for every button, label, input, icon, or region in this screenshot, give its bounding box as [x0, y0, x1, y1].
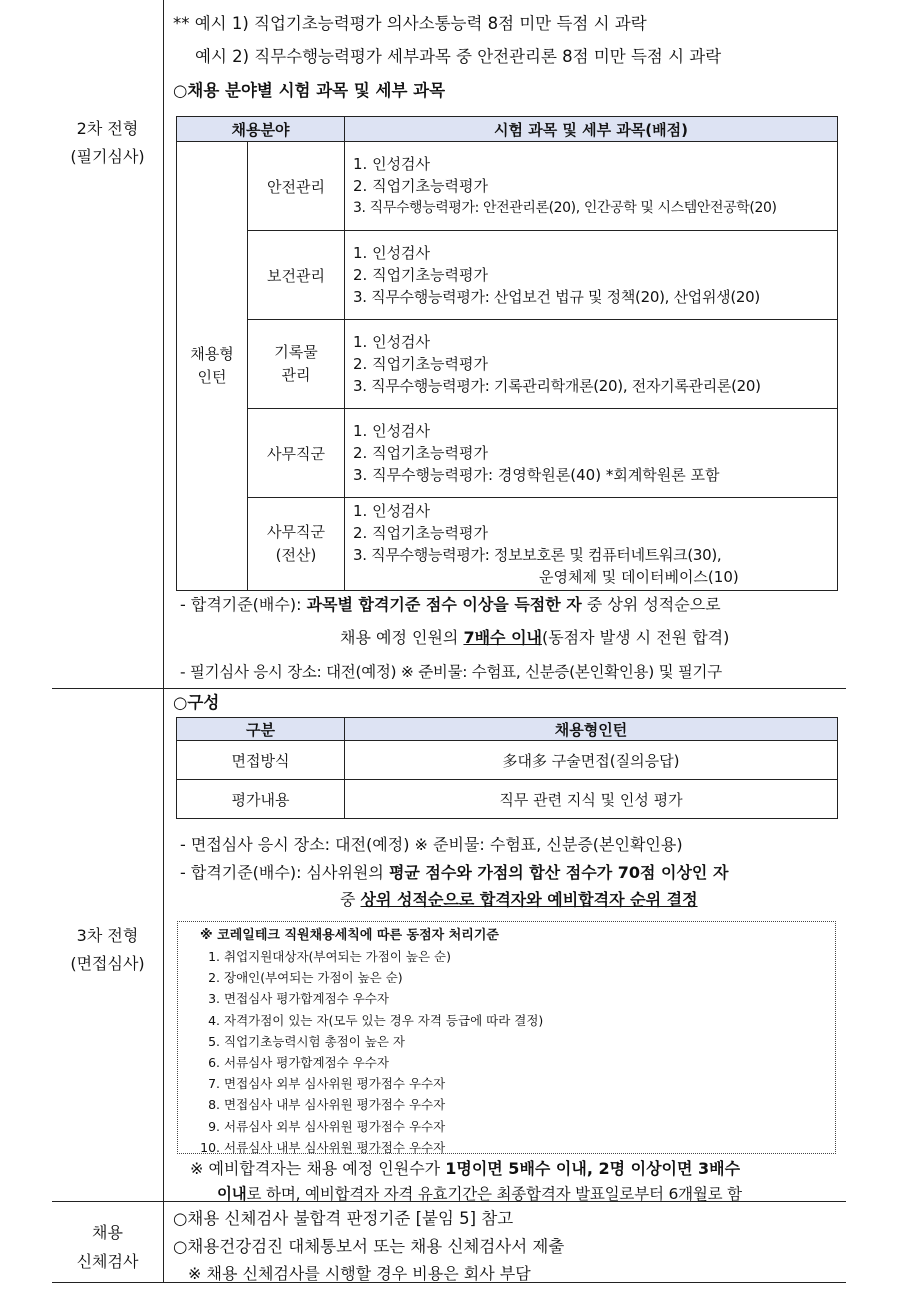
row-key: 평가내용	[177, 780, 345, 819]
list-item: 8. 면접심사 내부 심사위원 평가점수 우수자	[224, 1094, 835, 1115]
pass2-bold: 상위 성적순으로 합격자와 예비합격자 순위 결정	[360, 890, 698, 909]
stage2-pass-criteria	[180, 592, 721, 615]
row-value: 직무 관련 지식 및 인성 평가	[345, 780, 838, 819]
col-header-category: 구분	[177, 718, 345, 741]
subject-item: 2. 직업기초능력평가	[353, 177, 489, 195]
example2: 예시 2) 직무수행능력평가 세부과목 중 안전관리론 8점 미만 득점 시 과락	[195, 47, 722, 66]
pass-bold: 과목별 합격기준 점수 이상을 득점한 자	[306, 595, 582, 614]
list-item: 1. 취업지원대상자(부여되는 가점이 높은 순)	[224, 946, 835, 967]
subject-item: 2. 직업기초능력평가	[353, 444, 489, 462]
stage3-venue: - 면접심사 응시 장소: 대전(예정) ※ 준비물: 수험표, 신분증(본인확인용)	[180, 835, 683, 854]
subjects-cell	[345, 142, 838, 231]
stage2-venue: - 필기심사 응시 장소: 대전(예정) ※ 준비물: 수험표, 신분증(본인확인용) 및 필기구	[180, 663, 722, 681]
list-item: 9. 서류심사 외부 심사위원 평가점수 우수자	[224, 1116, 835, 1137]
field-name: 안전관리	[267, 177, 325, 196]
reserve-prefix: ※ 예비합격자는 채용 예정 인원수가	[190, 1159, 446, 1178]
pass-suffix: 중 상위 성적순으로	[581, 595, 721, 614]
list-item: 7. 면접심사 외부 심사위원 평가점수 우수자	[224, 1073, 835, 1094]
list-item: 10. 서류심사 내부 심사위원 평가점수 우수자	[224, 1137, 835, 1158]
stage3-label	[52, 922, 163, 978]
stage2-label-line2: (필기심사)	[70, 147, 145, 166]
subject-item: 2. 직업기초능력평가	[353, 266, 489, 284]
stage3-pass-criteria	[180, 860, 728, 883]
group-line2: 인턴	[197, 368, 227, 386]
field-name-line2: (전산)	[275, 546, 317, 564]
col-header-field: 채용분야	[177, 117, 345, 142]
pass2-prefix: 중	[340, 890, 361, 909]
list-item: 4. 자격가점이 있는 자(모두 있는 경우 자격 등급에 따라 결정)	[224, 1010, 835, 1031]
subject-item: 1. 인성검사	[353, 422, 431, 440]
subject-item: 1. 인성검사	[353, 502, 431, 520]
subjects-cell	[345, 231, 838, 320]
medical-line3: ※ 채용 신체검사를 시행할 경우 비용은 회사 부담	[188, 1264, 531, 1283]
group-cell	[177, 142, 248, 591]
stage2-label	[52, 115, 163, 171]
subject-item: 2. 직업기초능력평가	[353, 524, 489, 542]
subject-item: 1. 인성검사	[353, 333, 431, 351]
subject-item: 3. 직무수행능력평가: 기록관리학개론(20), 전자기록관리론(20)	[353, 377, 761, 395]
pass-prefix: - 합격기준(배수):	[180, 595, 307, 614]
list-item: 2. 장애인(부여되는 가점이 높은 순)	[224, 967, 835, 988]
subjects-cell	[345, 409, 838, 498]
field-cell	[248, 320, 345, 409]
subject-item: 1. 인성검사	[353, 244, 431, 262]
col-header-subjects: 시험 과목 및 세부 과목(배점)	[345, 117, 838, 142]
stage2-label-line1: 2차 전형	[76, 119, 139, 138]
col-header-intern: 채용형인턴	[345, 718, 838, 741]
stage3-pass-criteria-2	[340, 887, 698, 910]
section-title-subjects: ○채용 분야별 시험 과목 및 세부 과목	[173, 81, 446, 100]
medical-line2: ○채용건강검진 대체통보서 또는 채용 신체검사서 제출	[173, 1237, 565, 1256]
tie-rule-box	[177, 921, 836, 1154]
subject-item: 2. 직업기초능력평가	[353, 355, 489, 373]
field-name: 사무직군	[267, 523, 325, 541]
pass2-suffix: (동점자 발생 시 전원 합격)	[541, 628, 730, 647]
list-item: 6. 서류심사 평가합계점수 우수자	[224, 1052, 835, 1073]
subject-item: 3. 직무수행능력평가: 안전관리론(20), 인간공학 및 시스템안전공학(20)	[353, 200, 777, 216]
pass2-bold: 7배수 이내	[463, 628, 542, 647]
medical-label-line2: 신체검사	[76, 1252, 139, 1271]
field-name-line2: 관리	[281, 366, 311, 384]
subject-item: 3. 직무수행능력평가: 산업보건 법규 및 정책(20), 산업위생(20)	[353, 288, 760, 306]
medical-line1: ○채용 신체검사 불합격 판정기준 [붙임 5] 참고	[173, 1209, 514, 1228]
example1: ** 예시 1) 직업기초능력평가 의사소통능력 8점 미만 득점 시 과락	[173, 14, 647, 33]
reserve-note	[190, 1156, 740, 1179]
field-name: 보건관리	[267, 266, 325, 285]
subject-item-continued: 운영체제 및 데이터베이스(10)	[539, 568, 739, 586]
pass2-prefix: 채용 예정 인원의	[340, 628, 464, 647]
subjects-cell	[345, 498, 838, 591]
medical-label	[52, 1218, 163, 1276]
subject-item: 3. 직무수행능력평가: 경영학원론(40) *회계학원론 포함	[353, 466, 720, 484]
field-name: 사무직군	[267, 444, 325, 463]
subjects-cell	[345, 320, 838, 409]
reserve2-bold: 이내	[217, 1185, 247, 1203]
field-cell	[248, 409, 345, 498]
stage3-label-line1: 3차 전형	[76, 926, 139, 945]
pass-prefix: - 합격기준(배수): 심사위원의	[180, 863, 389, 882]
composition-table	[176, 717, 838, 819]
row-key: 면접방식	[177, 741, 345, 780]
group-line1: 채용형	[190, 345, 234, 363]
field-cell	[248, 142, 345, 231]
list-item: 3. 면접심사 평가합계점수 우수자	[224, 988, 835, 1009]
row-value: 多대多 구술면접(질의응답)	[345, 741, 838, 780]
stage3-label-line2: (면접심사)	[70, 954, 145, 973]
tie-rule-title: ※ 코레일테크 직원채용세칙에 따른 동점자 처리기준	[200, 928, 499, 943]
field-cell	[248, 231, 345, 320]
subjects-table	[176, 116, 838, 591]
field-name: 기록물	[274, 343, 318, 361]
reserve2-suffix: 로 하며, 예비합격자 자격 유효기간은 최종합격자 발표일로부터 6개월로 함	[246, 1185, 742, 1203]
medical-label-line1: 채용	[92, 1223, 123, 1242]
stage2-pass-criteria-2	[340, 625, 729, 648]
subject-item: 3. 직무수행능력평가: 정보보호론 및 컴퓨터네트워크(30),	[353, 546, 722, 564]
reserve-bold: 1명이면 5배수 이내, 2명 이상이면 3배수	[445, 1159, 741, 1178]
pass-bold: 평균 점수와 가점의 합산 점수가 70점 이상인 자	[388, 863, 729, 882]
column-divider	[163, 0, 164, 1283]
list-item: 5. 직업기초능력시험 총점이 높은 자	[224, 1031, 835, 1052]
tie-rule-list	[178, 946, 835, 1158]
reserve-note-2	[217, 1182, 742, 1204]
stage2-bottom-rule	[52, 688, 846, 689]
field-cell	[248, 498, 345, 591]
section-title-composition: ○구성	[173, 693, 220, 712]
subject-item: 1. 인성검사	[353, 155, 431, 173]
